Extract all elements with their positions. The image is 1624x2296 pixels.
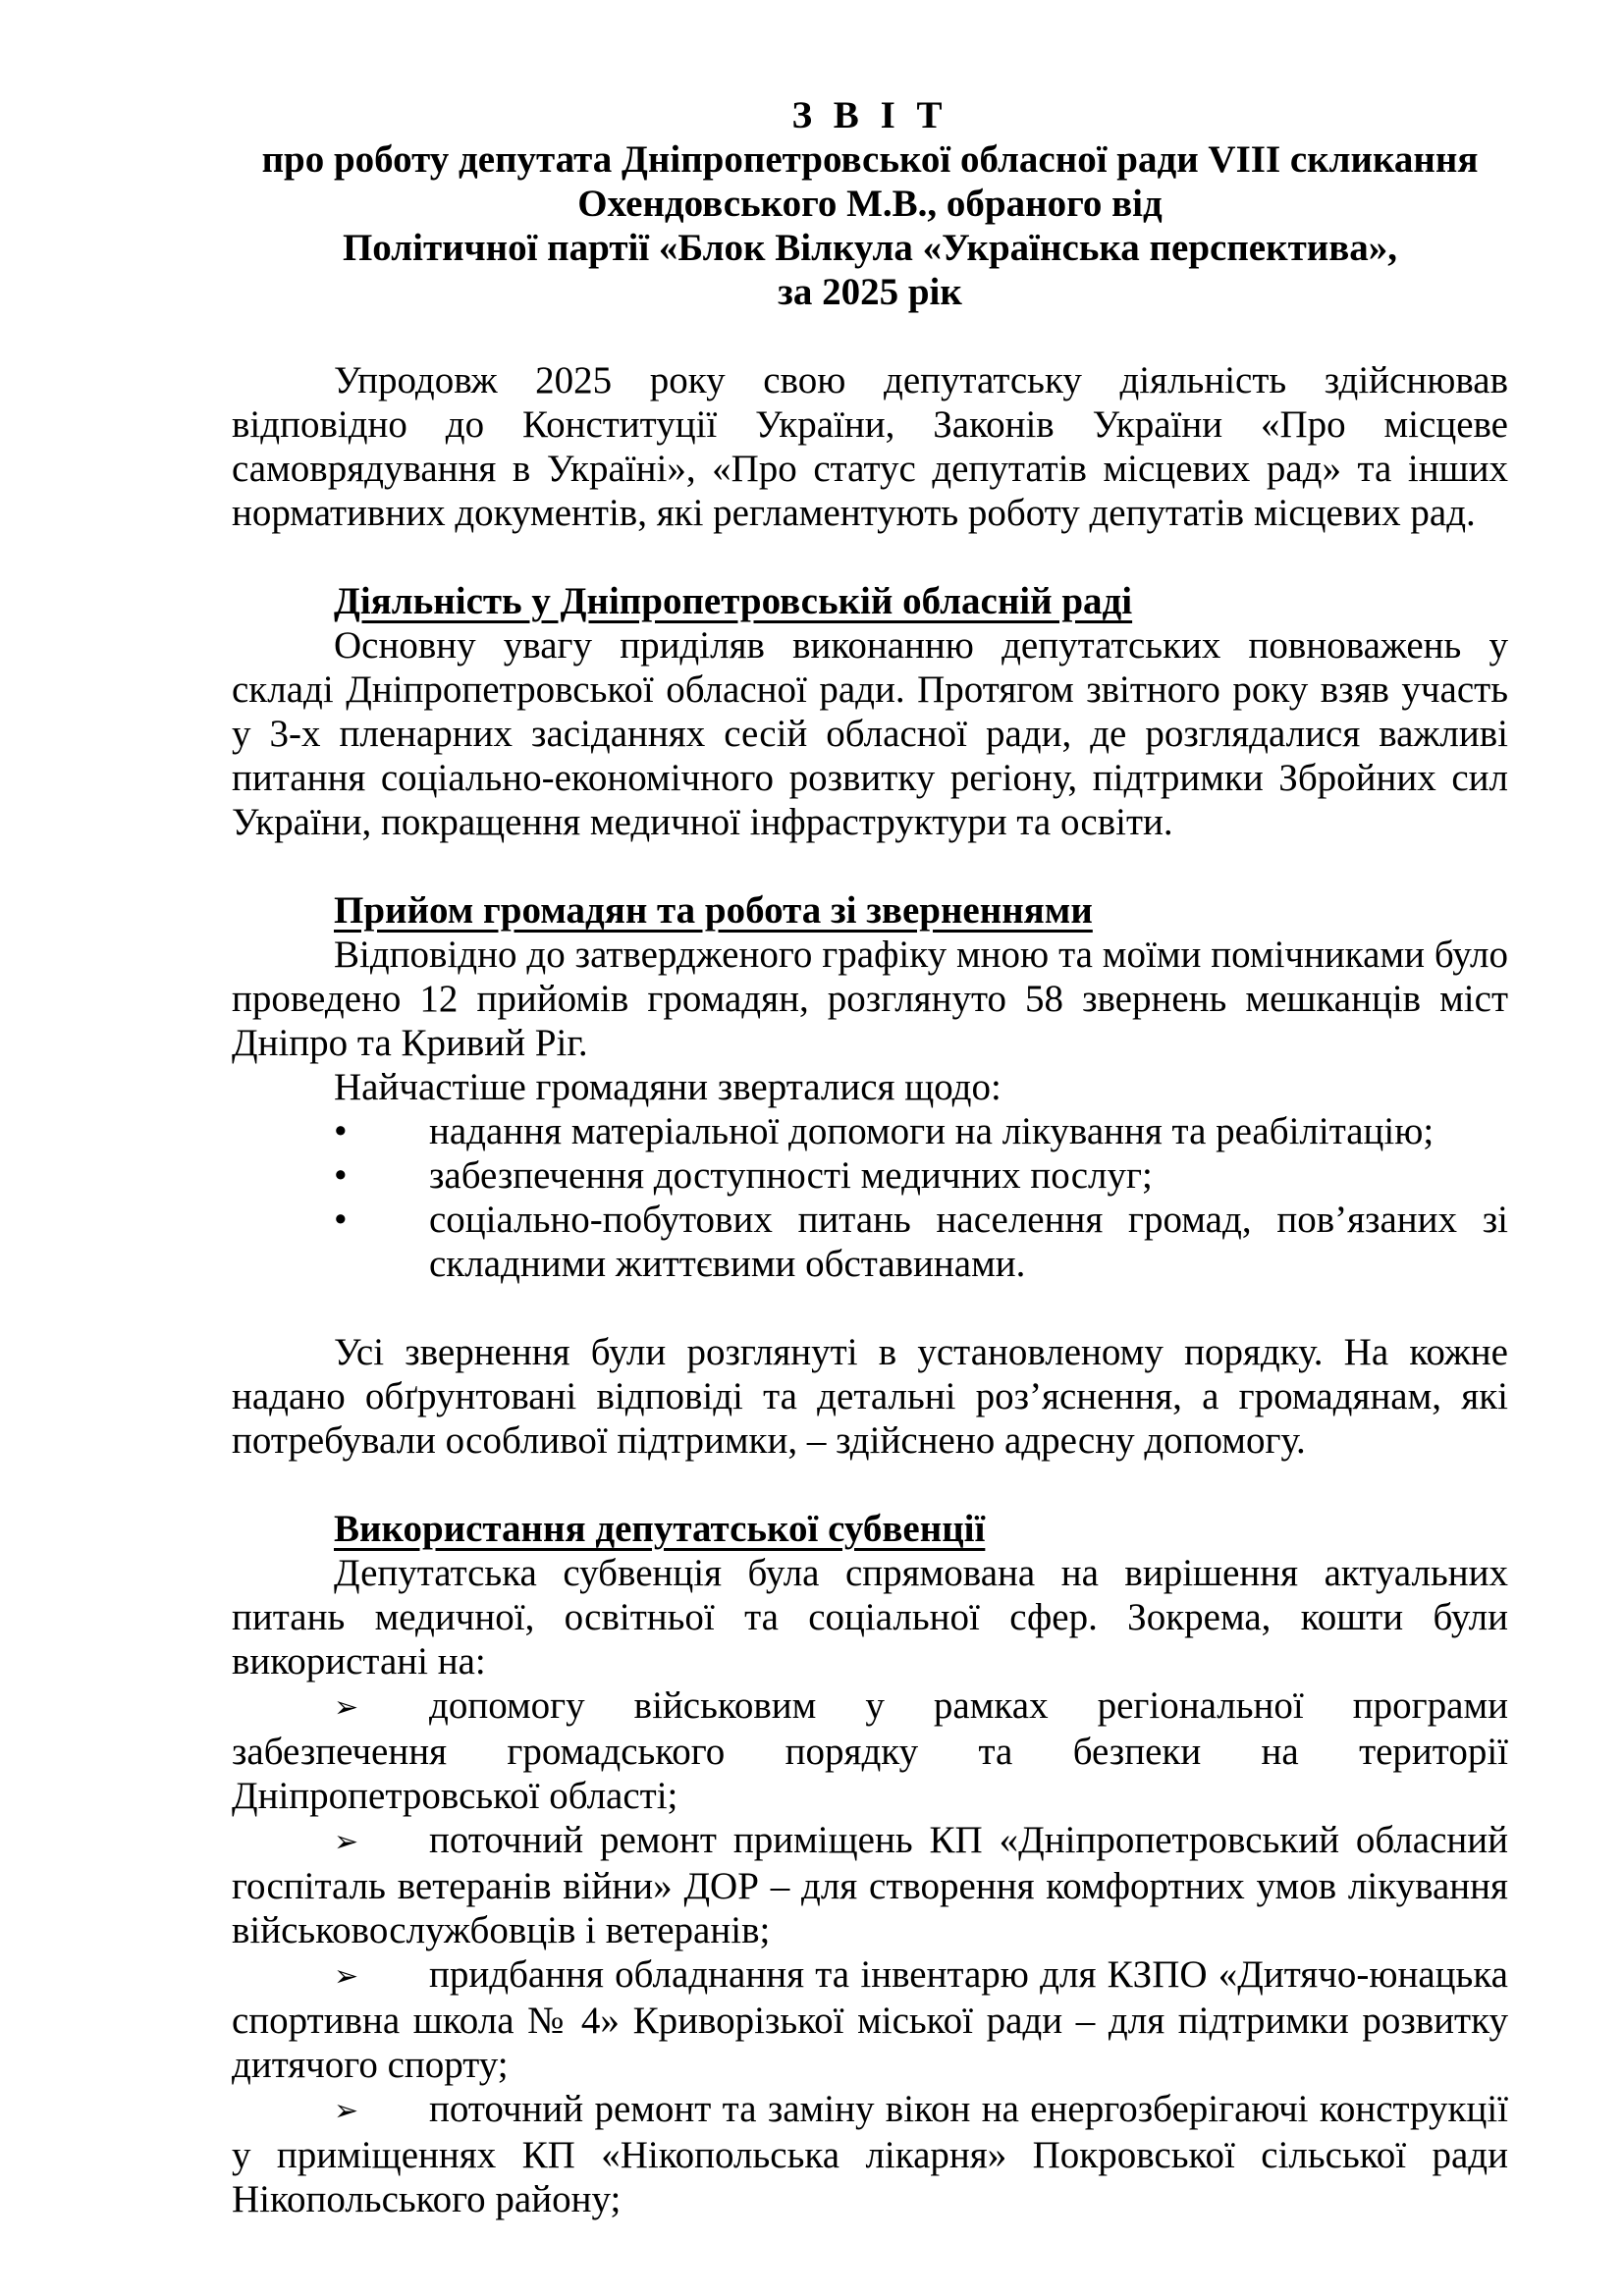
list-item-text: забезпечення доступності медичних послуг; xyxy=(429,1154,1153,1197)
reception-bullet-list xyxy=(232,1109,1508,1286)
list-item xyxy=(232,1153,1508,1198)
list-item-text: поточний ремонт приміщень КП «Дніпропетровський обласний госпіталь ветеранів війни» ДОР – для створення комфортних умов лікування військовослужбовців і ветеранів; xyxy=(232,1819,1508,1951)
activity-paragraph: Основну увагу приділяв виконанню депутатських повноважень у складі Дніпропетровської обласної ради. Протягом звітного року взяв участь у 3-х пленарних засіданнях сесій обласної ради, де розглядалися важливі питання соціально-економічного розвитку регіону, підтримки Збройних сил України, покращення медичної інфраструктури та освіти. xyxy=(232,624,1508,843)
section-heading-reception xyxy=(232,888,1508,933)
list-item-text: соціально-побутових питань населення громад, пов’язаних зі складними життєвими обставинами. xyxy=(429,1199,1508,1285)
bullet-icon: • xyxy=(334,1199,348,1241)
section-heading-activity xyxy=(232,579,1508,623)
list-item-text: придбання обладнання та інвентарю для КЗПО «Дитячо-юнацька спортивна школа № 4» Криворізької міської ради – для підтримки розвитку дитячого спорту; xyxy=(232,1953,1508,2086)
list-item xyxy=(232,1198,1508,1286)
list-item-text: допомогу військовим у рамках регіональної програми забезпечення громадського порядку та безпеки на території Дніпропетровської області; xyxy=(232,1684,1508,1817)
subvention-arrow-list xyxy=(232,1683,1508,2221)
arrow-bullet-icon: ➢ xyxy=(334,1825,359,1859)
reception-paragraph-2: Найчастіше громадяни зверталися щодо: xyxy=(334,1066,1001,1108)
arrow-bullet-icon: ➢ xyxy=(334,1690,359,1725)
reception-paragraph-3: Усі звернення були розглянуті в установленому порядку. На кожне надано обґрунтовані відповіді та детальні роз’яснення, а громадянам, які потребували особливої підтримки, – здійснено адресну допомогу. xyxy=(232,1331,1508,1462)
title-line-subject: про роботу депутата Дніпропетровської обласної ради VIII скликання xyxy=(261,138,1479,181)
list-item xyxy=(232,1683,1508,1818)
title-line-party: Політичної партії «Блок Вілкула «Українська перспектива», xyxy=(342,227,1398,269)
list-item-text: поточний ремонт та заміну вікон на енергозберігаючі конструкції у приміщеннях КП «Нікопольська лікарня» Покровської сільської ради Нікопольського району; xyxy=(232,2088,1508,2220)
list-item xyxy=(232,1818,1508,1952)
list-item xyxy=(232,1109,1508,1153)
subvention-paragraph: Депутатська субвенція була спрямована на вирішення актуальних питань медичної, освітньої та соціальної сфер. Зокрема, кошти були використані на: xyxy=(232,1552,1508,1682)
list-item xyxy=(232,1952,1508,2087)
list-item-text: надання матеріальної допомоги на лікування та реабілітацію; xyxy=(429,1110,1435,1152)
section-heading-activity-text: Діяльність у Дніпропетровській обласній раді xyxy=(334,580,1133,622)
title-line-report: З В І Т xyxy=(791,94,948,136)
arrow-bullet-icon: ➢ xyxy=(334,1959,359,1994)
arrow-bullet-icon: ➢ xyxy=(334,2094,359,2128)
document-title xyxy=(232,93,1508,314)
intro-paragraph: Упродовж 2025 року свою депутатську діяльність здійснював відповідно до Конституції України, Законів України «Про місцеве самоврядування в Україні», «Про статус депутатів місцевих рад» та інших нормативних документів, які регламентують роботу депутатів місцевих рад. xyxy=(232,359,1508,534)
section-heading-subvention-text: Використання депутатської субвенції xyxy=(334,1508,986,1550)
title-line-deputy: Охендовського М.В., обраного від xyxy=(577,183,1163,225)
section-heading-reception-text: Прийом громадян та робота зі зверненнями xyxy=(334,889,1093,932)
title-line-year: за 2025 рік xyxy=(778,271,962,313)
bullet-icon: • xyxy=(334,1154,348,1197)
bullet-icon: • xyxy=(334,1110,348,1152)
reception-paragraph-1: Відповідно до затвердженого графіку мною та моїми помічниками було проведено 12 прийомів громадян, розглянуто 58 звернень мешканців міст Дніпро та Кривий Ріг. xyxy=(232,934,1508,1064)
section-heading-subvention xyxy=(232,1507,1508,1551)
list-item xyxy=(232,2087,1508,2221)
